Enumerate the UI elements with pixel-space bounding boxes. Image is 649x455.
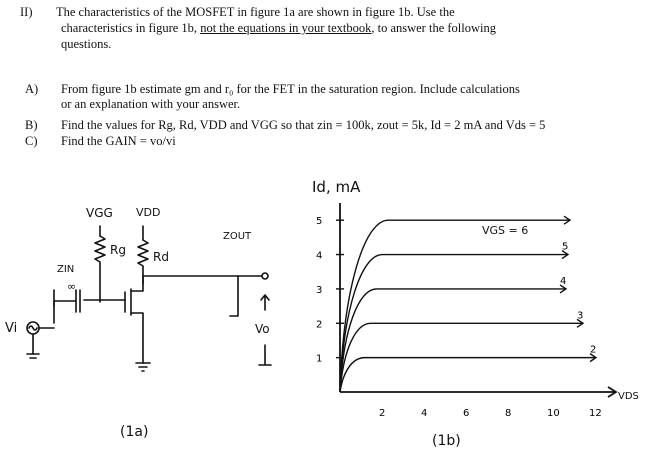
x-axis-label: VDS	[618, 391, 639, 402]
signal-sine	[29, 326, 37, 330]
y-tick-label-4: 4	[316, 250, 323, 262]
part-a-line-1: From figure 1b estimate gm and r₀ for the FET in the saturation region. Include calculations	[61, 82, 520, 96]
y-tick-label-2: 2	[316, 319, 323, 331]
y-tick-label-3: 3	[316, 284, 323, 296]
zin-label: ZIN	[57, 264, 75, 275]
curve-vgs-6	[340, 220, 570, 392]
curve-vgs-4	[340, 289, 566, 392]
source-wire	[131, 313, 143, 363]
curve-arrow-2	[590, 354, 596, 362]
x-tick-label-10: 10	[547, 408, 560, 419]
vgs-label: VGS = 6	[482, 224, 529, 237]
rg-resistor	[95, 236, 105, 302]
x-tick-label-8: 8	[505, 408, 512, 419]
rd-resistor	[138, 240, 148, 284]
vo-arrow	[261, 295, 269, 310]
drain-wire	[131, 276, 143, 291]
chart-ticks	[316, 216, 602, 419]
curve-vgs-5	[340, 255, 568, 392]
question-underlined-phrase: not the equations in your textbook	[200, 21, 372, 35]
figure-1b-caption: (1b)	[432, 433, 461, 449]
question-line-2-start: characteristics in figure 1b,	[61, 21, 201, 35]
x-tick-label-2: 2	[379, 408, 386, 419]
rg-label: Rg	[110, 243, 126, 257]
question-line-1: The characteristics of the MOSFET in figure 1a are shown in figure 1b. Use the	[56, 5, 455, 19]
chart-curves	[340, 216, 596, 392]
x-tick-label-4: 4	[421, 408, 428, 419]
part-c-label: C)	[25, 134, 38, 148]
zout-label: ZOUT	[223, 231, 252, 242]
x-tick-label-12: 12	[589, 408, 602, 419]
curve-vgs-2	[340, 358, 596, 392]
curve-label-2: 2	[590, 344, 597, 356]
question-line-2	[61, 21, 496, 35]
part-a-label: A)	[25, 82, 39, 96]
part-a-line-2: or an explanation with your answer.	[61, 97, 241, 111]
x-axis-arrow	[608, 387, 616, 397]
ground-symbol	[136, 363, 150, 371]
question-number: II)	[20, 5, 33, 19]
curve-label-4: 4	[560, 275, 567, 287]
output-terminal	[262, 273, 268, 279]
vo-label: Vo	[255, 322, 270, 336]
part-b-label: B)	[25, 118, 38, 132]
part-b-text: Find the values for Rg, Rd, VDD and VGG so that zin = 100k, zout = 5k, Id = 2 mA and Vds = 5	[61, 118, 546, 132]
y-tick-label-5: 5	[316, 216, 323, 228]
zout-marker	[230, 276, 238, 316]
curve-arrow-4	[560, 285, 566, 293]
inf-label: ∞	[67, 280, 77, 293]
coupling-capacitor	[54, 290, 100, 312]
vgg-label: VGG	[86, 206, 113, 220]
question-line-2-end: , to answer the following	[371, 21, 496, 35]
x-tick-label-6: 6	[463, 408, 470, 419]
vi-label: Vi	[5, 321, 18, 336]
chart-axes	[340, 203, 616, 397]
curve-arrow-3	[577, 319, 583, 327]
curve-arrow-6	[564, 216, 570, 224]
curve-label-3: 3	[577, 310, 584, 322]
figure-1a-caption: (1a)	[120, 424, 149, 440]
rd-label: Rd	[153, 250, 169, 264]
y-tick-label-1: 1	[316, 353, 323, 365]
curve-label-5: 5	[562, 241, 569, 253]
curve-vgs-3	[340, 323, 583, 392]
vdd-label: VDD	[136, 206, 161, 219]
part-c-text: Find the GAIN = vo/vi	[61, 134, 176, 148]
signal-source	[27, 322, 39, 334]
y-axis-label: Id, mA	[312, 178, 361, 196]
vo-ground	[259, 345, 271, 365]
question-line-3: questions.	[61, 37, 112, 51]
curve-arrow-5	[562, 251, 568, 259]
input-ground	[27, 354, 39, 358]
